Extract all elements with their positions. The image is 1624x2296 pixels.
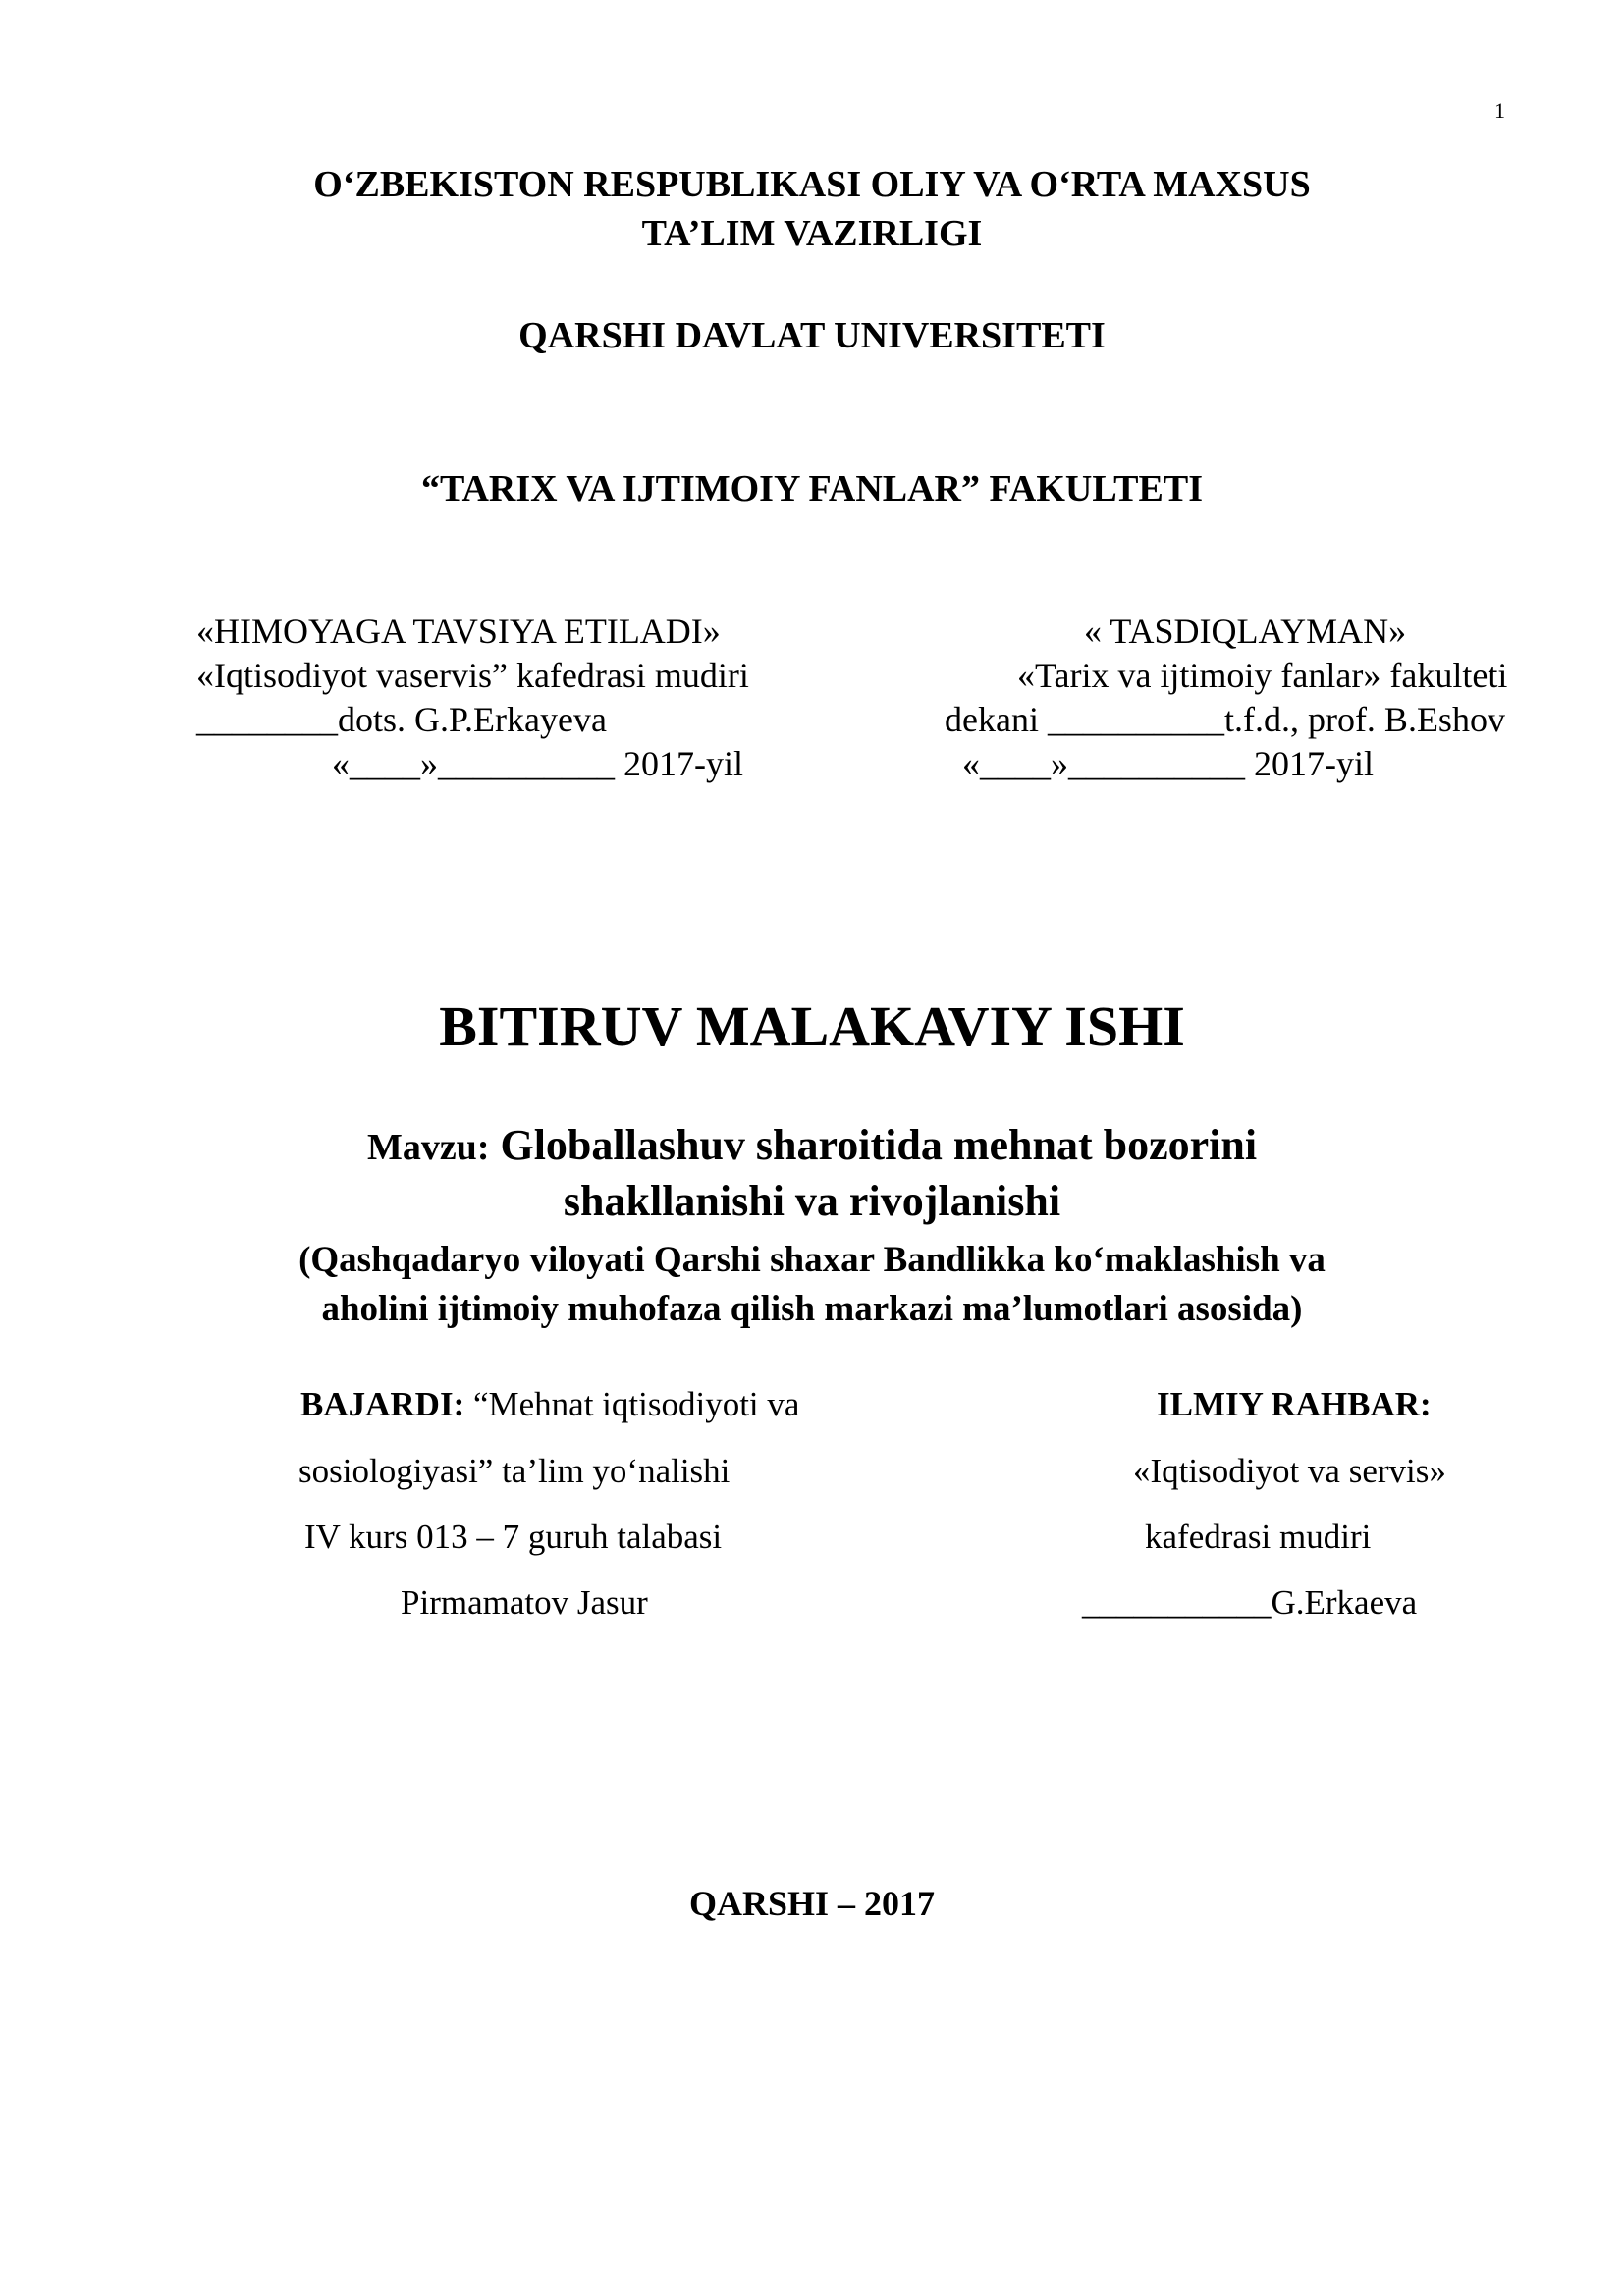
approval-right-faculty: «Tarix va ijtimoiy fanlar» fakulteti — [1017, 656, 1508, 695]
performer-line-1 — [300, 1385, 799, 1424]
topic-line-3: (Qashqadaryo viloyati Qarshi shaxar Bandlikka ko‘maklashish va — [298, 1240, 1326, 1280]
supervisor-signature: ___________G.Erkaeva — [1082, 1583, 1418, 1622]
performer-name: Pirmamatov Jasur — [401, 1583, 648, 1622]
approval-right-date: «____»__________ 2017-yil — [962, 744, 1374, 783]
ministry-line-2: TA’LIM VAZIRLIGI — [641, 213, 983, 254]
city-year: QARSHI – 2017 — [688, 1884, 936, 1923]
topic-line-4: aholini ijtimoiy muhofaza qilish markazi ma’lumotlari asosida) — [321, 1289, 1303, 1329]
performer-line-2: sosiologiyasi” ta’lim yo‘nalishi — [298, 1452, 731, 1490]
approval-left-signature: ________dots. G.P.Erkayeva — [196, 700, 607, 739]
topic-line-1 — [0, 1120, 1624, 1170]
performer-program-part-1: “Mehnat iqtisodiyoti va — [464, 1385, 800, 1423]
approval-right-title: « TASDIQLAYMAN» — [1084, 612, 1407, 651]
approval-left-title: «HIMOYAGA TAVSIYA ETILADI» — [196, 612, 721, 651]
page-number: 1 — [1494, 98, 1505, 123]
performer-line-3: IV kurs 013 – 7 guruh talabasi — [304, 1518, 723, 1556]
faculty-name: “TARIX VA IJTIMOIY FANLAR” FAKULTETI — [420, 468, 1204, 509]
approval-right-signature: dekani __________t.f.d., prof. B.Eshov — [945, 700, 1505, 739]
supervisor-label: ILMIY RAHBAR: — [1157, 1385, 1432, 1423]
topic-label: Mavzu: — [366, 1127, 490, 1168]
ministry-line-1: O‘ZBEKISTON RESPUBLIKASI OLIY VA O‘RTA MAXSUS — [313, 164, 1311, 205]
supervisor-position: kafedrasi mudiri — [1145, 1518, 1372, 1556]
performer-label: BAJARDI: — [300, 1385, 465, 1423]
supervisor-department: «Iqtisodiyot va servis» — [1133, 1452, 1446, 1490]
topic-title-part-1: Globallashuv sharoitida mehnat bozorini — [489, 1121, 1258, 1169]
approval-left-department: «Iqtisodiyot vaservis” kafedrasi mudiri — [196, 656, 749, 695]
topic-line-2: shakllanishi va rivojlanishi — [563, 1177, 1061, 1225]
work-title: BITIRUV MALAKAVIY ISHI — [439, 994, 1185, 1058]
approval-left-date: «____»__________ 2017-yil — [332, 744, 743, 783]
university-name: QARSHI DAVLAT UNIVERSITETI — [518, 315, 1106, 356]
